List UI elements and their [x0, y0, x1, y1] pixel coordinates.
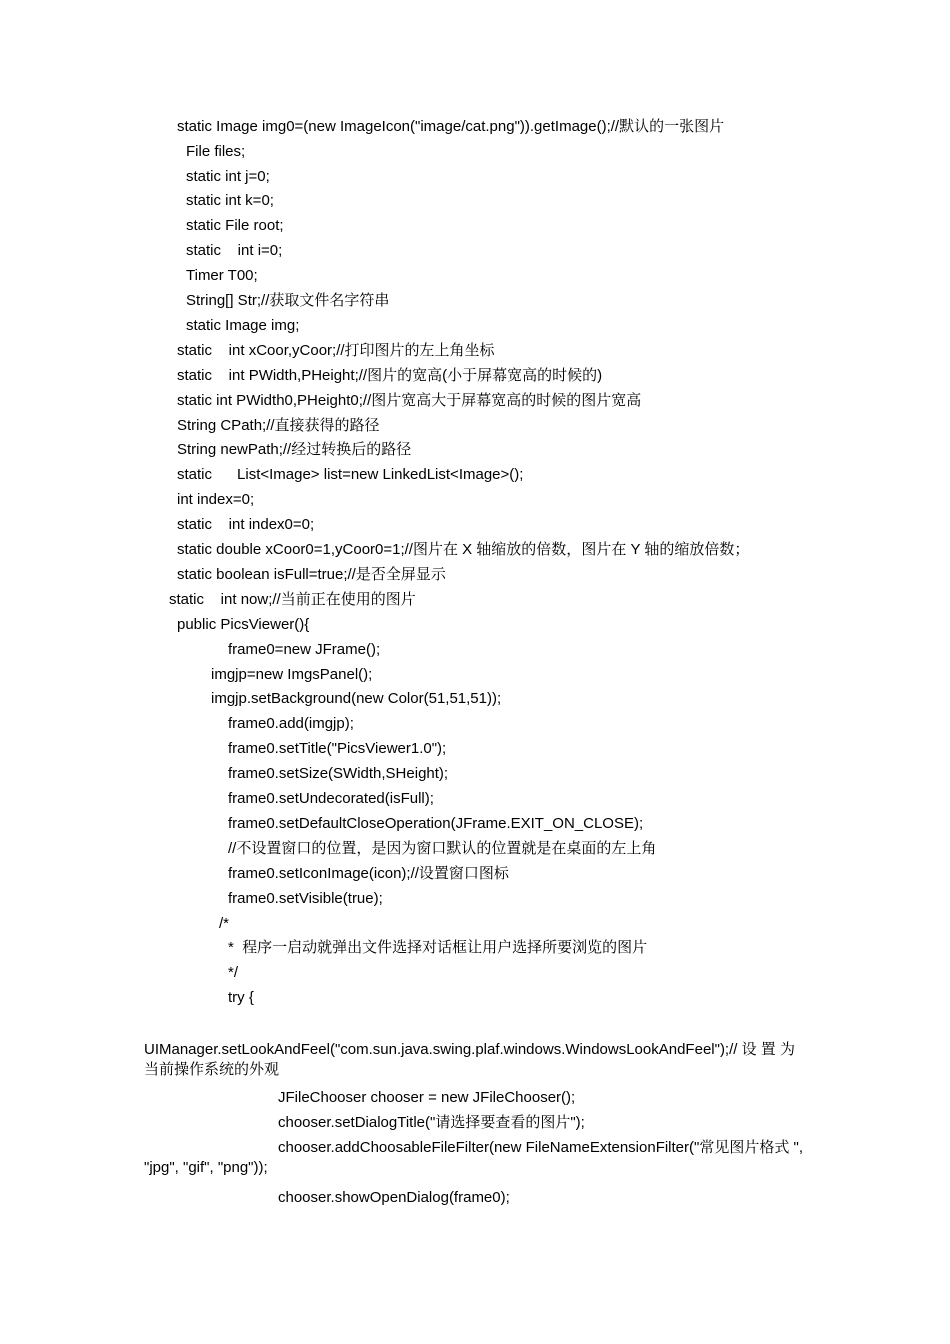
- code-line: static int PWidth0,PHeight0;//图片宽高大于屏幕宽高的时候的图片宽高: [177, 392, 642, 409]
- code-line: static int i=0;: [186, 242, 283, 259]
- code-line: String[] Str;//获取文件名字符串: [186, 292, 390, 309]
- code-line: frame0.setUndecorated(isFull);: [228, 790, 434, 807]
- code-comment-line: */: [228, 964, 239, 981]
- code-line: Timer T00;: [186, 267, 258, 284]
- code-line: chooser.setDialogTitle("请选择要查看的图片");: [278, 1114, 585, 1131]
- code-line: File files;: [186, 143, 246, 160]
- code-line: frame0.setIconImage(icon);//设置窗口图标: [228, 865, 509, 882]
- code-line: String newPath;//经过转换后的路径: [177, 441, 412, 458]
- code-line: static int k=0;: [186, 192, 274, 209]
- code-line: static int PWidth,PHeight;//图片的宽高(小于屏幕宽高的时候的): [177, 367, 603, 384]
- code-comment-line: /*: [219, 915, 230, 932]
- code-line: frame0.setVisible(true);: [228, 890, 383, 907]
- code-line: static int now;//当前正在使用的图片: [169, 591, 416, 608]
- code-line: int index=0;: [177, 491, 255, 508]
- code-line: String CPath;//直接获得的路径: [177, 417, 380, 434]
- code-line: frame0.setSize(SWidth,SHeight);: [228, 765, 449, 782]
- code-line-wrapped: UIManager.setLookAndFeel("com.sun.java.swing.plaf.windows.WindowsLookAndFeel");// 设 置 为 当前操作系统的外观: [144, 1041, 795, 1078]
- code-line: imgjp.setBackground(new Color(51,51,51));: [211, 690, 502, 707]
- code-comment-line: //不设置窗口的位置，是因为窗口默认的位置就是在桌面的左上角: [228, 840, 657, 857]
- code-line: frame0.setTitle("PicsViewer1.0");: [228, 740, 447, 757]
- code-line: static int j=0;: [186, 168, 270, 185]
- code-line: static int xCoor,yCoor;//打印图片的左上角坐标: [177, 342, 495, 359]
- code-line: static Image img0=(new ImageIcon("image/cat.png")).getImage();//默认的一张图片: [177, 118, 725, 135]
- code-line: static Image img;: [186, 317, 300, 334]
- code-line-wrapped: chooser.addChoosableFileFilter(new FileNameExtensionFilter("常见图片格式 ", "jpg", "gif", "png"));: [144, 1139, 804, 1176]
- code-line: static int index0=0;: [177, 516, 315, 533]
- code-line: frame0.add(imgjp);: [228, 715, 354, 732]
- code-line: chooser.showOpenDialog(frame0);: [278, 1189, 510, 1206]
- code-line: frame0.setDefaultCloseOperation(JFrame.EXIT_ON_CLOSE);: [228, 815, 644, 832]
- code-line: static List<Image> list=new LinkedList<Image>();: [177, 466, 524, 483]
- code-line: public PicsViewer(){: [177, 616, 310, 633]
- code-line: static double xCoor0=1,yCoor0=1;//图片在 X 轴缩放的倍数，图片在 Y 轴的缩放倍数；: [177, 541, 750, 558]
- code-line: try {: [228, 989, 254, 1006]
- code-line: static File root;: [186, 217, 284, 234]
- code-line: imgjp=new ImgsPanel();: [211, 666, 373, 683]
- code-comment-line: * 程序一启动就弹出文件选择对话框让用户选择所要浏览的图片: [228, 939, 648, 956]
- code-line: frame0=new JFrame();: [228, 641, 381, 658]
- code-line: JFileChooser chooser = new JFileChooser();: [278, 1089, 576, 1106]
- code-line: static boolean isFull=true;//是否全屏显示: [177, 566, 446, 583]
